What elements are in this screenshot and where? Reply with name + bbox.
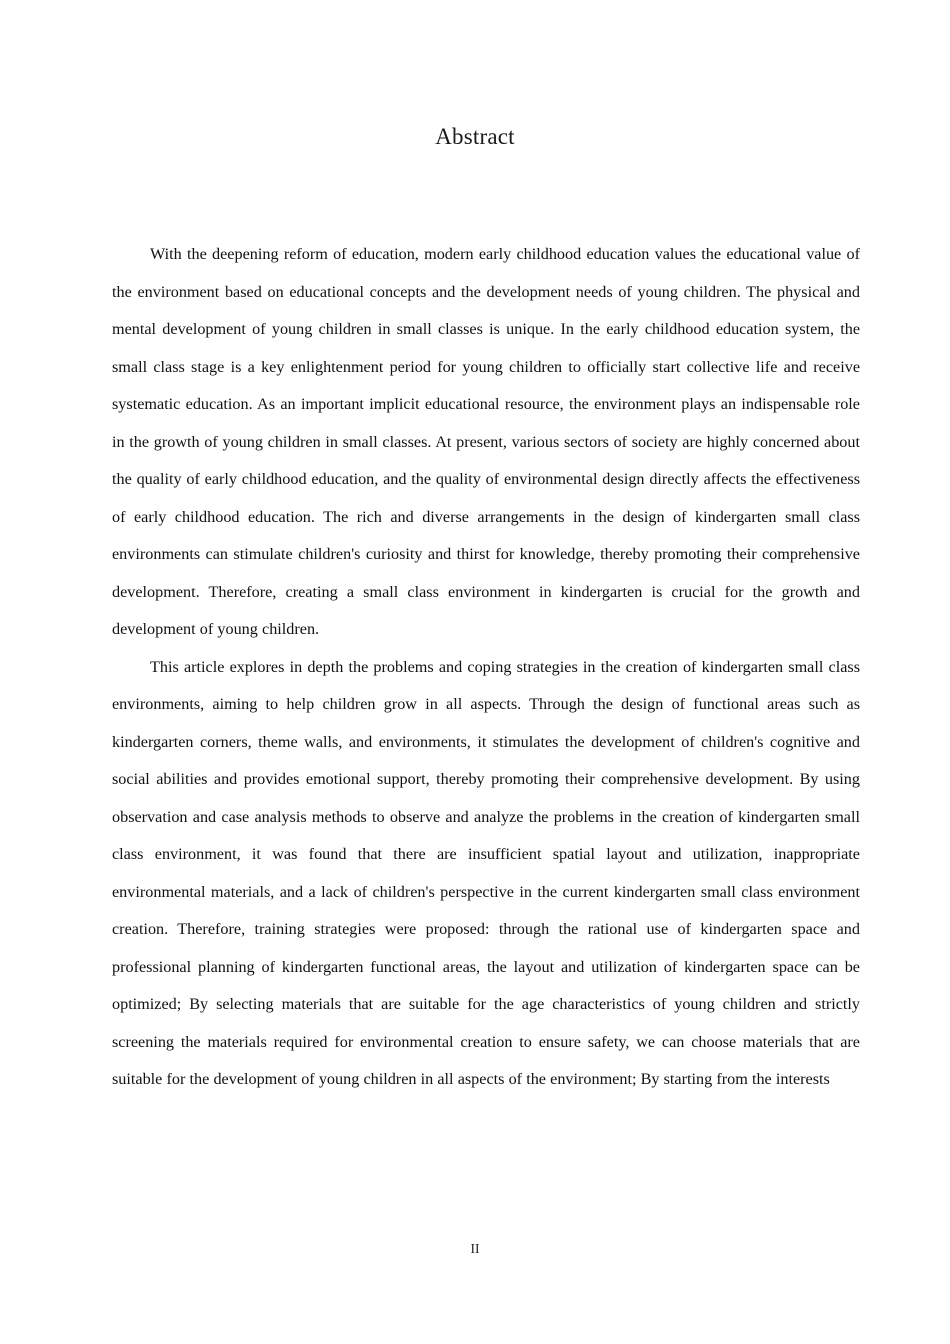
page-number: II: [470, 1241, 480, 1256]
abstract-paragraph-1: With the deepening reform of education, modern early childhood education values the educational value of the environment based on educational concepts and the development needs of young children. The physical and mental development of young children in small classes is unique. In the early childhood education system, the small class stage is a key enlightenment period for young children to officially start collective life and receive systematic education. As an important implicit educational resource, the environment plays an indispensable role in the growth of young children in small classes. At present, various sectors of society are highly concerned about the quality of early childhood education, and the quality of environmental design directly affects the effectiveness of early childhood education. The rich and diverse arrangements in the design of kindergarten small class environments can stimulate children's curiosity and thirst for knowledge, thereby promoting their comprehensive development. Therefore, creating a small class environment in kindergarten is crucial for the growth and development of young children.: [112, 245, 860, 638]
abstract-body: [112, 236, 860, 1099]
abstract-paragraph-2: This article explores in depth the problems and coping strategies in the creation of kindergarten small class environments, aiming to help children grow in all aspects. Through the design of functional areas such as kindergarten corners, theme walls, and environments, it stimulates the development of children's cognitive and social abilities and provides emotional support, thereby promoting their comprehensive development. By using observation and case analysis methods to observe and analyze the problems in the creation of kindergarten small class environment, it was found that there are insufficient spatial layout and utilization, inappropriate environmental materials, and a lack of children's perspective in the current kindergarten small class environment creation. Therefore, training strategies were proposed: through the rational use of kindergarten space and professional planning of kindergarten functional areas, the layout and utilization of kindergarten space can be optimized; By selecting materials that are suitable for the age characteristics of young children and strictly screening the materials required for environmental creation to ensure safety, we can choose materials that are suitable for the development of young children in all aspects of the environment; By starting from the interests: [112, 657, 860, 1088]
page-title: Abstract: [435, 124, 515, 149]
